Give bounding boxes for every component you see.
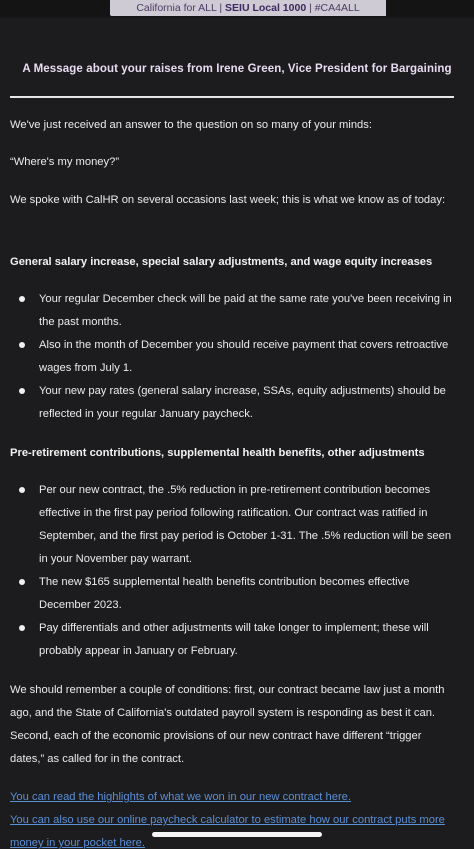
section-heading-salary: General salary increase, special salary adjustments, and wage equity increases xyxy=(10,256,433,268)
message-headline: A Message about your raises from Irene Green, Vice President for Bargaining xyxy=(22,63,452,75)
closing-paragraph: We should remember a couple of conditions: first, our contract became law just a month ago, and the State of California's outdated payroll system is responding as best it can. Second, each of the economic provisions of our new contract have different “trigger dates,” as called for in the contract. xyxy=(10,684,445,765)
list-item xyxy=(10,288,456,334)
list-item xyxy=(10,380,456,426)
bullet-icon xyxy=(19,487,25,493)
list-item-text: Your new pay rates (general salary increase, SSAs, equity adjustments) should be reflected in your regular January paycheck. xyxy=(39,385,446,420)
bullet-icon xyxy=(19,388,25,394)
list-item-text: The new $165 supplemental health benefits contribution becomes effective December 2023. xyxy=(39,576,410,611)
contract-highlights-link[interactable]: You can read the highlights of what we won in our new contract here. xyxy=(10,791,352,803)
banner-prefix: California for ALL | xyxy=(136,2,226,14)
section-heading-retirement: Pre-retirement contributions, supplemental health benefits, other adjustments xyxy=(10,447,425,459)
banner-tagline xyxy=(110,0,386,16)
bullet-icon xyxy=(19,342,25,348)
list-item-text: Per our new contract, the .5% reduction in pre-retirement contribution becomes effective in the first pay period following ratification. Our contract was ratified in September, and the first pay period is October 1-31. The .5% reduction will be seen in your November pay warrant. xyxy=(39,484,452,565)
list-item xyxy=(10,571,456,617)
banner-suffix: | #CA4ALL xyxy=(306,2,360,14)
list-item-text: Also in the month of December you should receive payment that covers retroactive wages from July 1. xyxy=(39,339,449,374)
list-item-text: Pay differentials and other adjustments will take longer to implement; these will probably appear in January or February. xyxy=(39,622,429,657)
banner-brand: SEIU Local 1000 xyxy=(225,2,307,14)
list-item xyxy=(10,617,456,663)
list-item xyxy=(10,334,456,380)
home-indicator[interactable] xyxy=(152,832,322,837)
headline-divider xyxy=(10,96,454,98)
intro-paragraph-1: We've just received an answer to the question on so many of your minds: xyxy=(10,119,372,131)
bullet-icon xyxy=(19,625,25,631)
banner-right-image xyxy=(386,0,474,16)
bullet-icon xyxy=(19,296,25,302)
paycheck-calculator-link[interactable]: You can also use our online paycheck calculator to estimate how our contract puts more money in your pocket here. xyxy=(10,814,445,849)
banner-left-image xyxy=(0,0,110,16)
bullet-icon xyxy=(19,579,25,585)
salary-bullet-list xyxy=(10,288,456,426)
header-banner xyxy=(0,0,474,18)
list-item-text: Your regular December check will be paid at the same rate you've been receiving in the past months. xyxy=(39,293,452,328)
intro-paragraph-3: We spoke with CalHR on several occasions last week; this is what we know as of today: xyxy=(10,194,446,206)
intro-paragraph-2: “Where's my money?” xyxy=(10,156,120,168)
retirement-bullet-list xyxy=(10,479,456,663)
list-item xyxy=(10,479,456,571)
